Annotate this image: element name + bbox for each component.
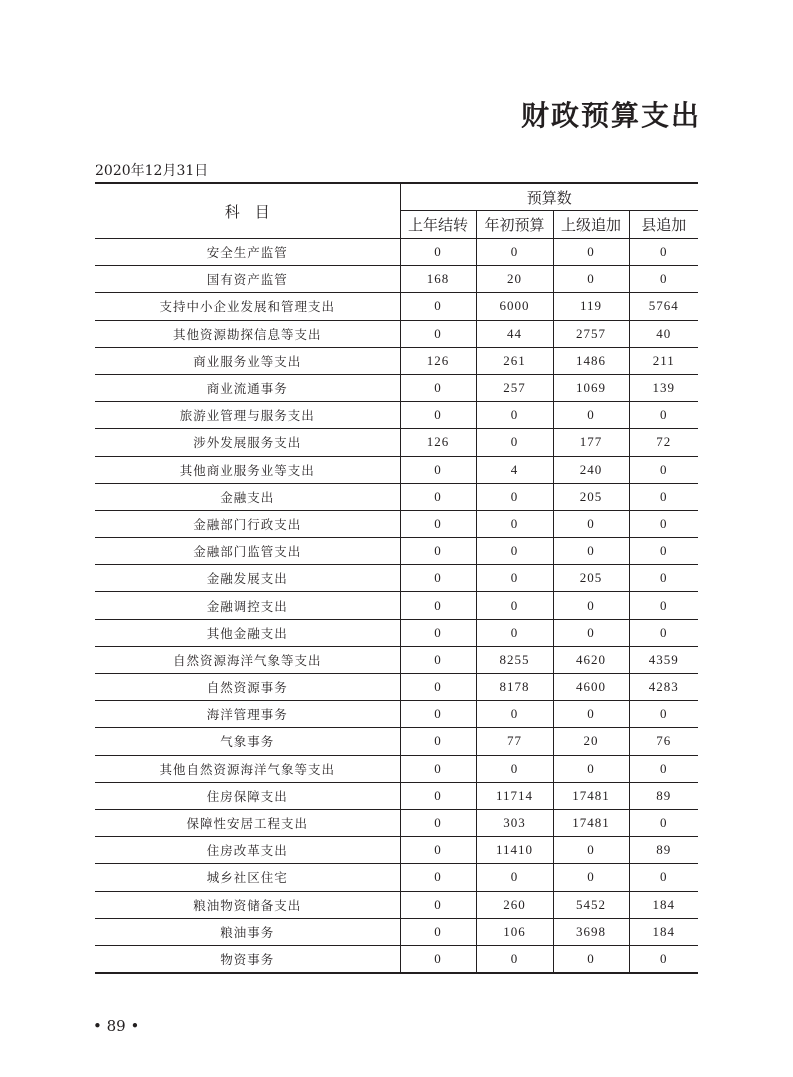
- cell-value: 4283: [629, 674, 698, 701]
- cell-value: 126: [400, 347, 476, 374]
- cell-value: 1069: [553, 374, 629, 401]
- cell-value: 106: [476, 918, 553, 945]
- table-row: [95, 918, 698, 945]
- cell-value: 0: [400, 374, 476, 401]
- table-row: [95, 347, 698, 374]
- cell-value: 0: [400, 320, 476, 347]
- cell-value: 0: [553, 837, 629, 864]
- cell-value: 126: [400, 429, 476, 456]
- cell-value: 0: [400, 701, 476, 728]
- cell-value: 0: [476, 239, 553, 266]
- cell-value: 0: [400, 592, 476, 619]
- cell-value: 257: [476, 374, 553, 401]
- cell-value: 0: [400, 239, 476, 266]
- table-row: [95, 728, 698, 755]
- cell-value: 0: [476, 402, 553, 429]
- row-subject: 商业流通事务: [95, 374, 400, 401]
- row-subject: 旅游业管理与服务支出: [95, 402, 400, 429]
- table-row: [95, 809, 698, 836]
- table-row: [95, 782, 698, 809]
- cell-value: 0: [553, 510, 629, 537]
- column-header: 县追加: [629, 211, 698, 239]
- row-subject: 其他资源勘探信息等支出: [95, 320, 400, 347]
- cell-value: 1486: [553, 347, 629, 374]
- page-number: • 89 •: [93, 1017, 140, 1035]
- cell-value: 0: [629, 945, 698, 973]
- table-row: [95, 239, 698, 266]
- cell-value: 0: [400, 782, 476, 809]
- row-subject: 气象事务: [95, 728, 400, 755]
- cell-value: 0: [400, 565, 476, 592]
- cell-value: 0: [400, 864, 476, 891]
- table-row: [95, 864, 698, 891]
- cell-value: 303: [476, 809, 553, 836]
- cell-value: 4359: [629, 646, 698, 673]
- cell-value: 0: [400, 728, 476, 755]
- cell-value: 4600: [553, 674, 629, 701]
- row-subject: 其他商业服务业等支出: [95, 456, 400, 483]
- cell-value: 260: [476, 891, 553, 918]
- cell-value: 0: [629, 239, 698, 266]
- cell-value: 0: [400, 483, 476, 510]
- cell-value: 0: [400, 293, 476, 320]
- report-date: 2020年12月31日: [95, 163, 209, 179]
- cell-value: 20: [476, 266, 553, 293]
- cell-value: 0: [400, 755, 476, 782]
- cell-value: 20: [553, 728, 629, 755]
- cell-value: 0: [476, 592, 553, 619]
- cell-value: 0: [476, 864, 553, 891]
- column-header: 上年结转: [400, 211, 476, 239]
- row-subject: 自然资源事务: [95, 674, 400, 701]
- cell-value: 0: [629, 538, 698, 565]
- table-row: [95, 293, 698, 320]
- cell-value: 184: [629, 918, 698, 945]
- cell-value: 0: [553, 945, 629, 973]
- table-row: [95, 565, 698, 592]
- cell-value: 0: [629, 565, 698, 592]
- cell-value: 0: [629, 483, 698, 510]
- table-row: [95, 674, 698, 701]
- cell-value: 2757: [553, 320, 629, 347]
- row-subject: 海洋管理事务: [95, 701, 400, 728]
- cell-value: 0: [553, 266, 629, 293]
- cell-value: 0: [476, 510, 553, 537]
- cell-value: 0: [476, 619, 553, 646]
- cell-value: 139: [629, 374, 698, 401]
- cell-value: 0: [553, 701, 629, 728]
- cell-value: 0: [629, 701, 698, 728]
- table-row: [95, 755, 698, 782]
- row-subject: 其他金融支出: [95, 619, 400, 646]
- cell-value: 4620: [553, 646, 629, 673]
- cell-value: 0: [400, 918, 476, 945]
- cell-value: 0: [629, 592, 698, 619]
- table-row: [95, 374, 698, 401]
- cell-value: 0: [553, 619, 629, 646]
- cell-value: 0: [553, 755, 629, 782]
- row-subject: 涉外发展服务支出: [95, 429, 400, 456]
- cell-value: 8255: [476, 646, 553, 673]
- row-subject: 物资事务: [95, 945, 400, 973]
- cell-value: 4: [476, 456, 553, 483]
- row-subject: 保障性安居工程支出: [95, 809, 400, 836]
- row-subject: 金融部门行政支出: [95, 510, 400, 537]
- subject-header: 科 目: [95, 183, 400, 239]
- cell-value: 40: [629, 320, 698, 347]
- cell-value: 44: [476, 320, 553, 347]
- cell-value: 0: [476, 429, 553, 456]
- cell-value: 0: [400, 646, 476, 673]
- cell-value: 0: [400, 538, 476, 565]
- row-subject: 支持中小企业发展和管理支出: [95, 293, 400, 320]
- cell-value: 11714: [476, 782, 553, 809]
- cell-value: 76: [629, 728, 698, 755]
- page-title: 财政预算支出: [520, 99, 701, 132]
- table-row: [95, 429, 698, 456]
- table-row: [95, 483, 698, 510]
- cell-value: 17481: [553, 809, 629, 836]
- cell-value: 168: [400, 266, 476, 293]
- row-subject: 金融发展支出: [95, 565, 400, 592]
- cell-value: 205: [553, 565, 629, 592]
- cell-value: 5764: [629, 293, 698, 320]
- budget-group-header: 预算数: [400, 183, 698, 211]
- table-row: [95, 266, 698, 293]
- budget-table: [95, 182, 698, 974]
- cell-value: 3698: [553, 918, 629, 945]
- cell-value: 0: [476, 755, 553, 782]
- row-subject: 城乡社区住宅: [95, 864, 400, 891]
- cell-value: 0: [400, 891, 476, 918]
- row-subject: 住房保障支出: [95, 782, 400, 809]
- cell-value: 0: [553, 239, 629, 266]
- row-subject: 国有资产监管: [95, 266, 400, 293]
- cell-value: 0: [400, 837, 476, 864]
- row-subject: 粮油事务: [95, 918, 400, 945]
- cell-value: 0: [400, 456, 476, 483]
- table-row: [95, 510, 698, 537]
- row-subject: 金融部门监管支出: [95, 538, 400, 565]
- cell-value: 77: [476, 728, 553, 755]
- cell-value: 72: [629, 429, 698, 456]
- row-subject: 商业服务业等支出: [95, 347, 400, 374]
- cell-value: 0: [629, 864, 698, 891]
- cell-value: 0: [553, 402, 629, 429]
- row-subject: 其他自然资源海洋气象等支出: [95, 755, 400, 782]
- cell-value: 261: [476, 347, 553, 374]
- cell-value: 0: [400, 945, 476, 973]
- cell-value: 0: [629, 619, 698, 646]
- cell-value: 0: [629, 456, 698, 483]
- cell-value: 8178: [476, 674, 553, 701]
- cell-value: 211: [629, 347, 698, 374]
- column-header: 年初预算: [476, 211, 553, 239]
- table-row: [95, 619, 698, 646]
- table-row: [95, 891, 698, 918]
- cell-value: 0: [476, 483, 553, 510]
- cell-value: 0: [629, 510, 698, 537]
- table-row: [95, 456, 698, 483]
- table-row: [95, 538, 698, 565]
- row-subject: 金融支出: [95, 483, 400, 510]
- cell-value: 6000: [476, 293, 553, 320]
- cell-value: 0: [629, 755, 698, 782]
- column-header: 上级追加: [553, 211, 629, 239]
- table-row: [95, 320, 698, 347]
- cell-value: 0: [400, 510, 476, 537]
- cell-value: 0: [400, 809, 476, 836]
- cell-value: 0: [400, 402, 476, 429]
- row-subject: 安全生产监管: [95, 239, 400, 266]
- table-row: [95, 592, 698, 619]
- cell-value: 0: [476, 945, 553, 973]
- cell-value: 17481: [553, 782, 629, 809]
- table-row: [95, 837, 698, 864]
- row-subject: 住房改革支出: [95, 837, 400, 864]
- row-subject: 自然资源海洋气象等支出: [95, 646, 400, 673]
- cell-value: 184: [629, 891, 698, 918]
- cell-value: 11410: [476, 837, 553, 864]
- cell-value: 5452: [553, 891, 629, 918]
- cell-value: 240: [553, 456, 629, 483]
- table-row: [95, 646, 698, 673]
- cell-value: 0: [476, 565, 553, 592]
- table-row: [95, 701, 698, 728]
- cell-value: 89: [629, 837, 698, 864]
- cell-value: 89: [629, 782, 698, 809]
- table-row: [95, 402, 698, 429]
- row-subject: 粮油物资储备支出: [95, 891, 400, 918]
- cell-value: 0: [629, 266, 698, 293]
- cell-value: 0: [400, 619, 476, 646]
- cell-value: 0: [553, 864, 629, 891]
- table-row: [95, 945, 698, 973]
- row-subject: 金融调控支出: [95, 592, 400, 619]
- cell-value: 0: [629, 402, 698, 429]
- cell-value: 205: [553, 483, 629, 510]
- cell-value: 0: [476, 538, 553, 565]
- cell-value: 119: [553, 293, 629, 320]
- cell-value: 0: [400, 674, 476, 701]
- cell-value: 177: [553, 429, 629, 456]
- cell-value: 0: [553, 538, 629, 565]
- cell-value: 0: [629, 809, 698, 836]
- cell-value: 0: [476, 701, 553, 728]
- cell-value: 0: [553, 592, 629, 619]
